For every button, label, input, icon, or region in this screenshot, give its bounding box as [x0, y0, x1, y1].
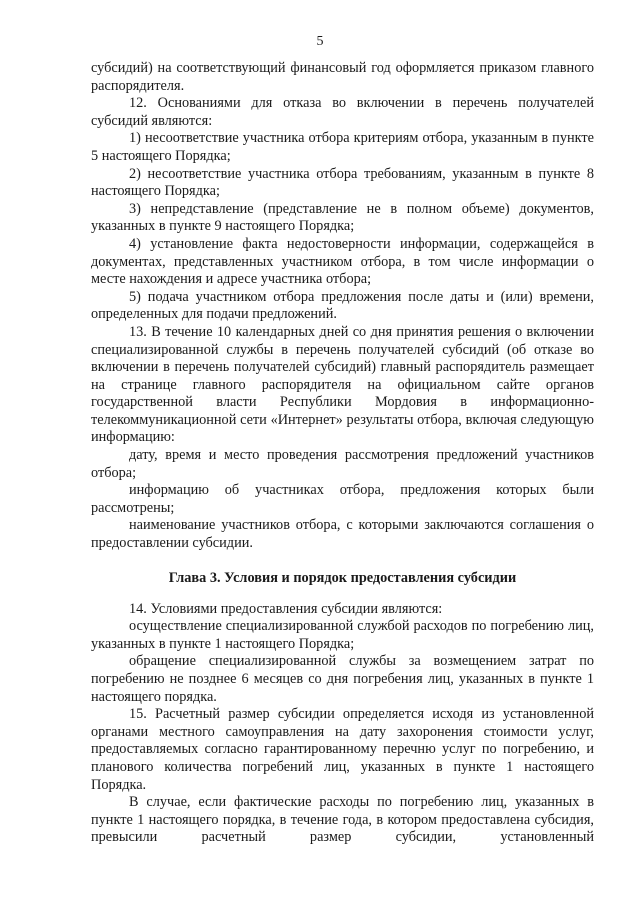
paragraph: В случае, если фактические расходы по погребению лиц, указанных в пункте 1 настоящего порядка, в течение года, в котором предоставлена субсидия, превысили расчетный размер субсидии, установленный [91, 794, 594, 846]
paragraph: субсидий) на соответствующий финансовый год оформляется приказом главного распорядителя. [91, 60, 594, 94]
paragraph: информацию об участниках отбора, предложения которых были рассмотрены; [91, 482, 594, 516]
paragraph: 2) несоответствие участника отбора требованиям, указанным в пункте 8 настоящего Порядка; [91, 165, 594, 200]
paragraph: 13. В течение 10 календарных дней со дня принятия решения о включении специализированной службы в перечень получателей субсидий (об отказе во включении в перечень получателей субсидий) главный распорядитель размещает на странице главного распорядителя на официальном сайте органов государственной власти Республики Мордовия в информационно-телекоммуникационной сети «Интернет» результаты отбора, включая следующую информацию: [91, 323, 594, 446]
paragraph: осуществление специализированной службой расходов по погребению лиц, указанных в пункте 1 настоящего Порядка; [91, 618, 594, 652]
paragraph: 4) установление факта недостоверности информации, содержащейся в документах, представленных участником отбора, в том числе информации о месте нахождения и адресе участника отбора; [91, 235, 594, 288]
section-before-heading [91, 60, 594, 553]
paragraph: 12. Основаниями для отказа во включении в перечень получателей субсидий являются: [91, 95, 594, 129]
paragraph: 15. Расчетный размер субсидии определяется исходя из установленной органами местного самоуправления на дату захоронения стоимости услуг, предоставляемых согласно гарантированному перечню услуг по погребению, и планового количества погребений лиц, указанных в пункте 1 настоящего Порядка. [91, 706, 594, 793]
paragraph: 3) непредставление (представление не в полном объеме) документов, указанных в пункте 9 настоящего Порядка; [91, 200, 594, 235]
document-body [91, 60, 594, 847]
paragraph: 1) несоответствие участника отбора критериям отбора, указанным в пункте 5 настоящего Порядка; [91, 130, 594, 164]
page-number: 5 [316, 34, 324, 49]
paragraph: 14. Условиями предоставления субсидии являются: [129, 600, 443, 617]
paragraph: обращение специализированной службы за возмещением затрат по погребению не позднее 6 месяцев со дня погребения лиц, указанных в пункте 1 настоящего порядка. [91, 653, 594, 705]
paragraph: наименование участников отбора, с которыми заключаются соглашения о предоставлении субсидии. [91, 517, 594, 552]
paragraph: дату, время и место проведения рассмотрения предложений участников отбора; [91, 447, 594, 481]
chapter-heading: Глава 3. Условия и порядок предоставления субсидии [168, 569, 517, 586]
paragraph: 5) подача участником отбора предложения после даты и (или) времени, определенных для подачи предложений. [91, 288, 594, 323]
section-after-heading [91, 601, 594, 847]
